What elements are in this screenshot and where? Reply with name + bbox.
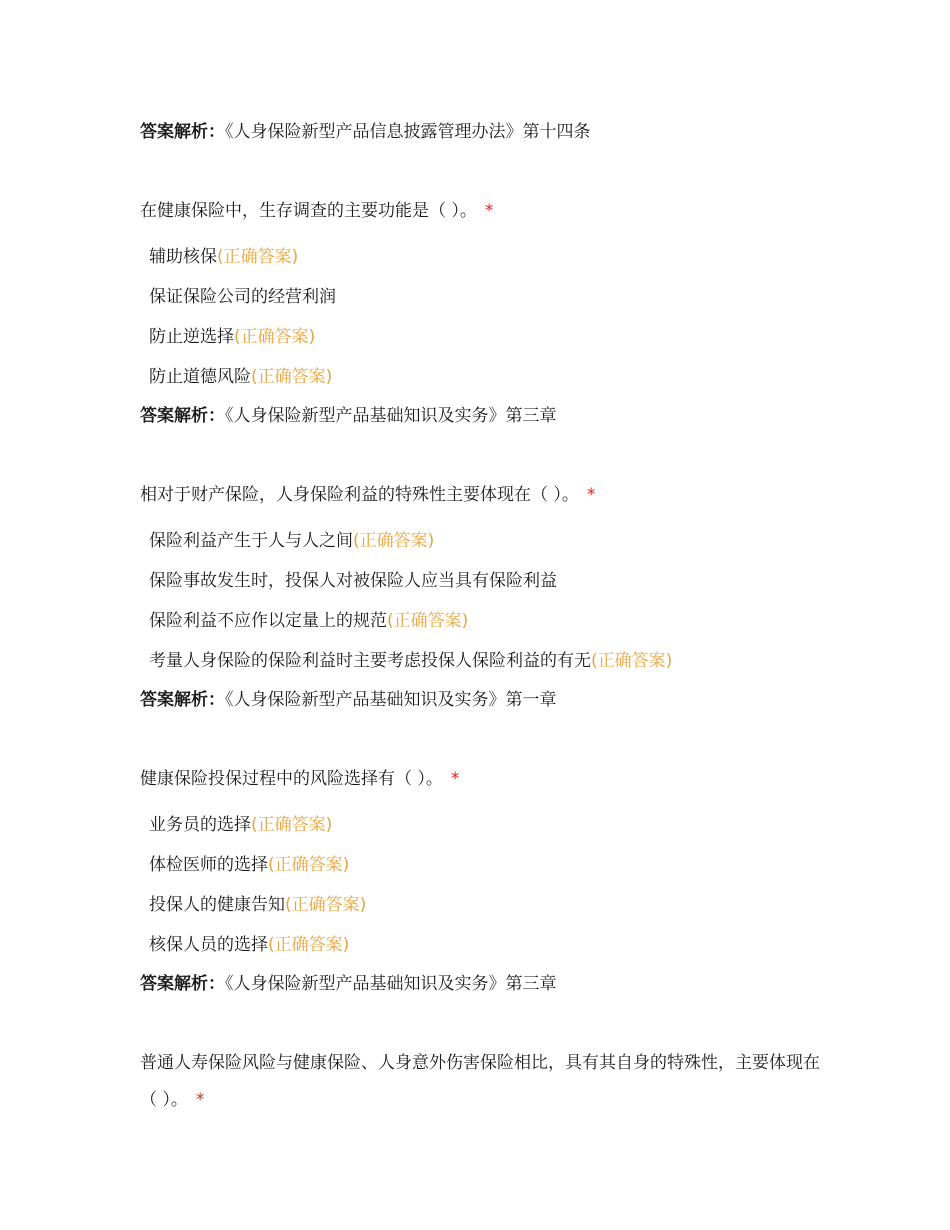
analysis-label: 答案解析：: [140, 974, 225, 994]
answer-analysis: [140, 688, 557, 712]
correct-answer-tag: (正确答案): [268, 935, 350, 955]
correct-answer-tag: (正确答案): [251, 815, 333, 835]
option-item: [149, 853, 349, 877]
required-mark: *: [484, 201, 494, 221]
option-item: [149, 529, 434, 553]
correct-answer-tag: (正确答案): [234, 327, 316, 347]
option-text: 防止逆选择: [149, 327, 234, 347]
answer-analysis: [140, 404, 557, 428]
required-mark: *: [195, 1090, 205, 1110]
required-mark: *: [450, 769, 460, 789]
question-text: 相对于财产保险，人身保险利益的特殊性主要体现在（ ）。: [140, 485, 579, 505]
correct-answer-tag: (正确答案): [387, 611, 469, 631]
option-item: [149, 813, 332, 837]
option-text: 业务员的选择: [149, 815, 251, 835]
correct-answer-tag: (正确答案): [217, 247, 299, 267]
option-text: 保险利益产生于人与人之间: [149, 531, 353, 551]
option-item: [149, 609, 468, 633]
option-item: [149, 365, 332, 389]
option-text: 保险利益不应作以定量上的规范: [149, 611, 387, 631]
analysis-text: 《人身保险新型产品基础知识及实务》第三章: [225, 406, 557, 426]
question-title: [140, 483, 595, 507]
analysis-label: 答案解析：: [140, 122, 225, 142]
question-title: [140, 767, 459, 791]
question-text: 在健康保险中，生存调查的主要功能是（ ）。: [140, 201, 477, 221]
option-item: [149, 933, 349, 957]
answer-analysis: [140, 972, 557, 996]
correct-answer-tag: (正确答案): [285, 895, 367, 915]
analysis-text: 《人身保险新型产品信息披露管理办法》第十四条: [225, 122, 591, 142]
option-text: 核保人员的选择: [149, 935, 268, 955]
option-text: 防止道德风险: [149, 367, 251, 387]
option-item: [149, 649, 672, 673]
answer-analysis: [140, 120, 591, 144]
option-text: 体检医师的选择: [149, 855, 268, 875]
correct-answer-tag: (正确答案): [268, 855, 350, 875]
option-text: 辅助核保: [149, 247, 217, 267]
analysis-label: 答案解析：: [140, 690, 225, 710]
correct-answer-tag: (正确答案): [591, 651, 673, 671]
analysis-text: 《人身保险新型产品基础知识及实务》第一章: [225, 690, 557, 710]
question-text: 普通人寿保险风险与健康保险、人身意外伤害保险相比，具有其自身的特殊性，主要体现在（ ）。: [140, 1053, 820, 1110]
option-text: 保险事故发生时，投保人对被保险人应当具有保险利益: [149, 571, 557, 591]
question-title: [140, 199, 493, 223]
option-item: [149, 285, 336, 309]
option-text: 考量人身保险的保险利益时主要考虑投保人保险利益的有无: [149, 651, 591, 671]
correct-answer-tag: (正确答案): [353, 531, 435, 551]
option-item: [149, 245, 298, 269]
correct-answer-tag: (正确答案): [251, 367, 333, 387]
option-item: [149, 569, 557, 593]
question-text: 健康保险投保过程中的风险选择有（ ）。: [140, 769, 443, 789]
option-item: [149, 893, 366, 917]
analysis-label: 答案解析：: [140, 406, 225, 426]
option-text: 保证保险公司的经营利润: [149, 287, 336, 307]
question-title: [140, 1045, 820, 1119]
option-text: 投保人的健康告知: [149, 895, 285, 915]
required-mark: *: [586, 485, 596, 505]
option-item: [149, 325, 315, 349]
analysis-text: 《人身保险新型产品基础知识及实务》第三章: [225, 974, 557, 994]
